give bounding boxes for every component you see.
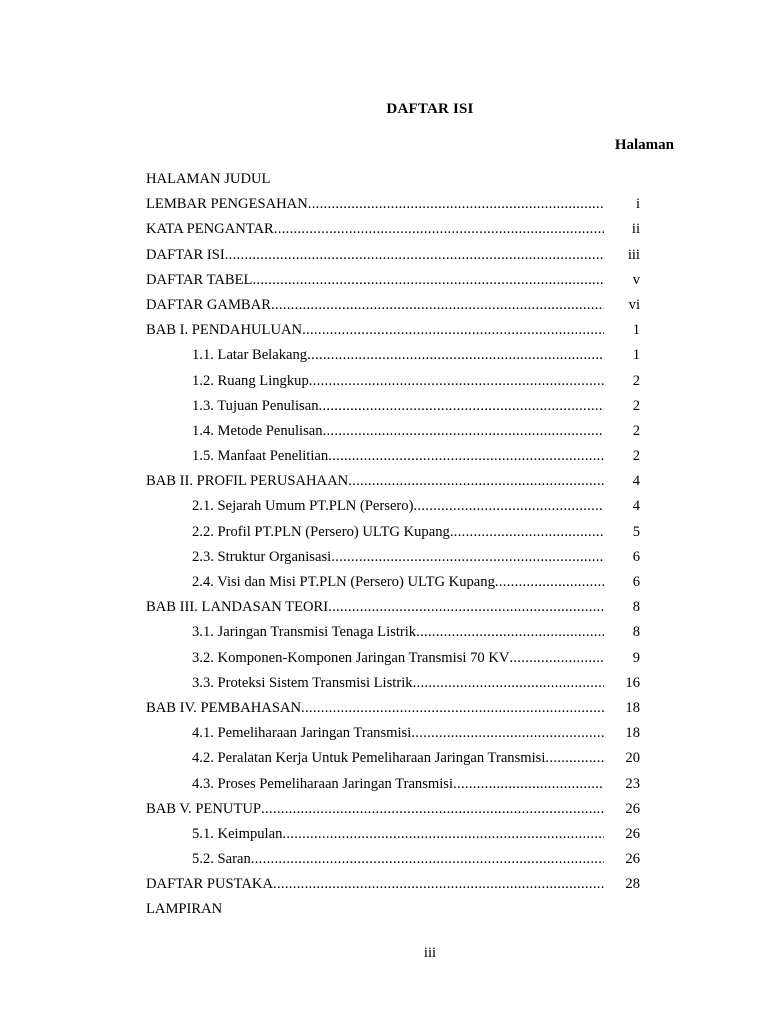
toc-entry [146,394,640,419]
toc-entry-page-number: 26 [625,825,640,842]
toc-entry-page-number: 2 [632,372,640,389]
toc-entry-label: 2.3. Struktur Organisasi [192,548,332,565]
toc-entry-page-number: 4 [632,498,640,515]
toc-entry-label: 3.3. Proteksi Sistem Transmisi Listrik [192,674,413,691]
toc-entry-label: LEMBAR PENGESAHAN [146,196,308,213]
toc-entry [146,671,640,696]
toc-entry-label: HALAMAN JUDUL [146,171,271,187]
toc-entry-page-number: 9 [632,649,640,666]
toc-dot-leader [274,217,604,242]
toc-entry-label: BAB III. LANDASAN TEORI [146,599,329,616]
toc-dot-leader [282,822,604,847]
toc-entry [146,797,640,822]
page-title: DAFTAR ISI [386,101,474,117]
toc-entry [146,746,640,771]
toc-entry [146,293,640,318]
toc-entry [146,897,640,922]
toc-entry [146,847,640,872]
toc-entry-page-number: 2 [632,422,640,439]
toc-entry-label: BAB V. PENUTUP [146,800,262,817]
toc-entry [146,494,640,519]
toc-entry-page-number: 6 [632,548,640,565]
toc-entry-page-number: 8 [632,624,640,641]
toc-dot-leader [251,847,604,872]
toc-entry-label: 1.1. Latar Belakang [192,347,308,364]
toc-entry-label: LAMPIRAN [146,901,223,918]
toc-entry [146,520,640,545]
toc-dot-leader [261,797,604,822]
toc-entry [146,620,640,645]
toc-dot-leader [413,494,604,519]
toc-entry [146,570,640,595]
toc-dot-leader [273,872,604,897]
toc-entry-page-number: 18 [625,725,640,742]
toc-entry [146,444,640,469]
toc-entry-label: 1.2. Ruang Lingkup [192,372,309,389]
toc-entry [146,192,640,217]
toc-entry [146,268,640,293]
toc-dot-leader [328,595,604,620]
toc-entry [146,369,640,394]
toc-entry-page-number: i [635,196,640,213]
toc-entry [146,545,640,570]
toc-entry [146,318,640,343]
toc-dot-leader [331,545,604,570]
toc-entry-page-number: 23 [625,775,640,792]
toc-entry-page-number: 16 [625,674,640,691]
toc-entry-page-number: v [632,271,640,288]
toc-entry-label: 3.2. Komponen-Komponen Jaringan Transmisi 70 KV [192,649,510,666]
toc-entry [146,872,640,897]
toc-entry-page-number: ii [631,221,640,238]
toc-entry-label: BAB II. PROFIL PERUSAHAAN [146,473,349,490]
toc-entry-page-number: 28 [625,876,640,893]
toc-entry-label: 1.3. Tujuan Penulisan [192,397,319,414]
toc-entry-page-number: 1 [632,347,640,364]
toc-entry [146,217,640,242]
toc-dot-leader [252,268,604,293]
toc-entry-page-number: 2 [632,397,640,414]
toc-dot-leader [302,318,604,343]
toc-entry [146,343,640,368]
toc-dot-leader [309,369,604,394]
toc-entry [146,772,640,797]
toc-dot-leader [307,343,604,368]
toc-entry-page-number: vi [628,296,640,313]
toc-entry [146,696,640,721]
table-of-contents [146,167,640,923]
toc-entry-label: DAFTAR PUSTAKA [146,876,273,893]
toc-entry-label: 1.4. Metode Penulisan [192,422,323,439]
toc-dot-leader [271,293,604,318]
toc-entry-label: 3.1. Jaringan Transmisi Tenaga Listrik [192,624,417,641]
toc-entry [146,167,640,192]
toc-dot-leader [301,696,604,721]
toc-entry-page-number: 1 [632,322,640,339]
toc-entry [146,646,640,671]
toc-entry-page-number: 2 [632,448,640,465]
toc-dot-leader [411,721,604,746]
toc-entry [146,243,640,268]
toc-entry-page-number: 26 [625,800,640,817]
toc-entry-label: DAFTAR ISI [146,246,225,263]
toc-entry-label: KATA PENGANTAR [146,221,274,238]
toc-dot-leader [509,646,604,671]
toc-entry-label: 2.2. Profil PT.PLN (Persero) ULTG Kupang [192,523,450,540]
toc-entry [146,721,640,746]
toc-entry-page-number: 4 [632,473,640,490]
toc-entry-page-number: 8 [632,599,640,616]
toc-entry [146,595,640,620]
toc-entry-label: 4.1. Pemeliharaan Jaringan Transmisi [192,725,412,742]
toc-dot-leader [495,570,604,595]
toc-entry-label: 2.4. Visi dan Misi PT.PLN (Persero) ULTG Kupang [192,574,495,590]
toc-entry-page-number: 18 [625,699,640,716]
toc-entry-page-number: 20 [625,750,640,767]
page-column-header: Halaman [614,137,674,153]
toc-entry-label: 1.5. Manfaat Penelitian [192,448,329,465]
toc-entry-label: BAB I. PENDAHULUAN [146,322,303,339]
toc-dot-leader [323,419,604,444]
toc-entry-label: 2.1. Sejarah Umum PT.PLN (Persero) [192,498,414,515]
toc-entry-page-number: 26 [625,851,640,868]
toc-dot-leader [450,520,604,545]
toc-entry-page-number: 5 [632,523,640,540]
toc-dot-leader [319,394,605,419]
toc-dot-leader [413,671,604,696]
toc-entry-label: 4.2. Peralatan Kerja Untuk Pemeliharaan Jaringan Transmisi [192,750,546,767]
toc-entry [146,822,640,847]
toc-entry-page-number: 6 [632,574,640,590]
toc-dot-leader [328,444,604,469]
footer-page-number: iii [423,945,437,961]
toc-entry [146,469,640,494]
toc-entry-page-number: iii [627,246,640,263]
toc-entry-label: BAB IV. PEMBAHASAN [146,699,302,716]
toc-dot-leader [416,620,604,645]
toc-dot-leader [308,192,604,217]
toc-entry-label: 4.3. Proses Pemeliharaan Jaringan Transmisi [192,775,454,792]
toc-entry-label: DAFTAR GAMBAR [146,296,271,313]
toc-entry [146,419,640,444]
toc-dot-leader [453,772,604,797]
toc-dot-leader [545,746,604,771]
toc-entry-label: DAFTAR TABEL [146,271,253,288]
toc-entry-label: 5.1. Keimpulan [192,825,283,842]
toc-dot-leader [348,469,604,494]
toc-entry-label: 5.2. Saran [192,851,251,868]
toc-dot-leader [225,243,604,268]
